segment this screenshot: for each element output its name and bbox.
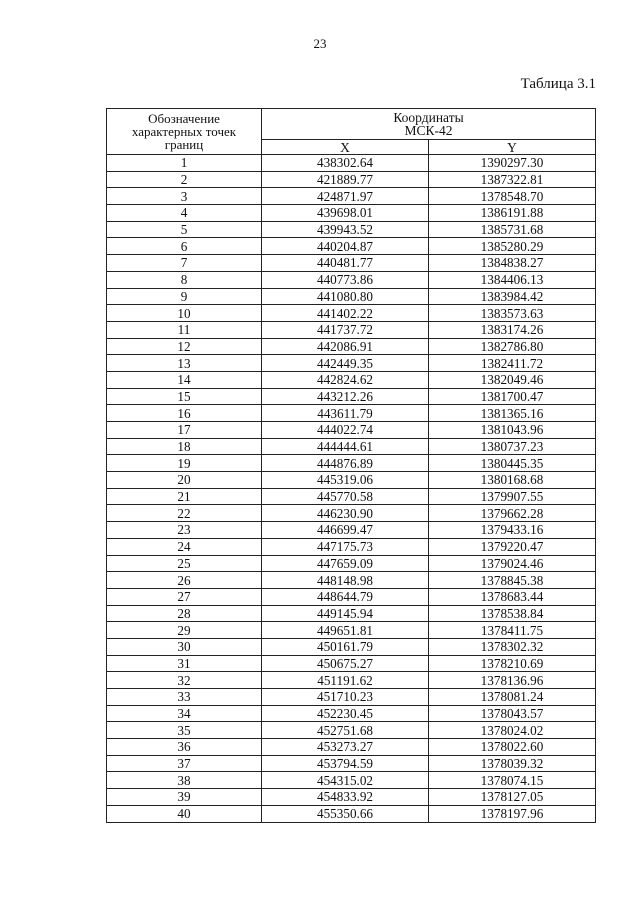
- x-coordinate-cell: 449145.94: [262, 605, 429, 622]
- point-number-cell: 28: [107, 605, 262, 622]
- y-coordinate-cell: 1386191.88: [429, 205, 596, 222]
- point-number-cell: 24: [107, 538, 262, 555]
- point-number-cell: 35: [107, 722, 262, 739]
- table-row: [107, 505, 596, 522]
- point-number-cell: 4: [107, 205, 262, 222]
- table-row: [107, 755, 596, 772]
- table-row: [107, 305, 596, 322]
- y-coordinate-cell: 1379024.46: [429, 555, 596, 572]
- y-coordinate-cell: 1378548.70: [429, 188, 596, 205]
- table-row: [107, 355, 596, 372]
- y-coordinate-cell: 1383984.42: [429, 288, 596, 305]
- y-coordinate-cell: 1379907.55: [429, 488, 596, 505]
- point-number-cell: 29: [107, 622, 262, 639]
- point-number-cell: 17: [107, 422, 262, 439]
- table-header: [107, 109, 596, 155]
- table-row: [107, 388, 596, 405]
- x-coordinate-cell: 446230.90: [262, 505, 429, 522]
- point-number-cell: 40: [107, 805, 262, 822]
- table-row: [107, 605, 596, 622]
- x-coordinate-cell: 440204.87: [262, 238, 429, 255]
- table-row: [107, 538, 596, 555]
- point-number-cell: 37: [107, 755, 262, 772]
- table-row: [107, 622, 596, 639]
- table-row: [107, 288, 596, 305]
- page-number: 23: [313, 36, 327, 51]
- x-coordinate-cell: 455350.66: [262, 805, 429, 822]
- y-coordinate-cell: 1378024.02: [429, 722, 596, 739]
- table-row: [107, 588, 596, 605]
- y-coordinate-cell: 1390297.30: [429, 155, 596, 172]
- y-coordinate-cell: 1379662.28: [429, 505, 596, 522]
- table-row: [107, 672, 596, 689]
- x-coordinate-cell: 453273.27: [262, 739, 429, 756]
- y-coordinate-cell: 1383174.26: [429, 321, 596, 338]
- y-coordinate-cell: 1383573.63: [429, 305, 596, 322]
- x-coordinate-cell: 444444.61: [262, 438, 429, 455]
- y-coordinate-cell: 1387322.81: [429, 171, 596, 188]
- x-coordinate-cell: 443212.26: [262, 388, 429, 405]
- coordinates-header-line1: Координаты: [393, 110, 464, 125]
- y-coordinate-cell: 1384838.27: [429, 255, 596, 272]
- y-coordinate-cell: 1378127.05: [429, 789, 596, 806]
- point-number-cell: 26: [107, 572, 262, 589]
- x-coordinate-cell: 424871.97: [262, 188, 429, 205]
- y-coordinate-cell: 1380168.68: [429, 472, 596, 489]
- table-row: [107, 522, 596, 539]
- y-coordinate-cell: 1382786.80: [429, 338, 596, 355]
- table-row: [107, 772, 596, 789]
- y-coordinate-cell: 1382411.72: [429, 355, 596, 372]
- point-number-cell: 15: [107, 388, 262, 405]
- point-number-cell: 14: [107, 371, 262, 388]
- x-coordinate-cell: 442449.35: [262, 355, 429, 372]
- point-number-cell: 1: [107, 155, 262, 172]
- point-number-cell: 36: [107, 739, 262, 756]
- point-number-cell: 38: [107, 772, 262, 789]
- point-number-cell: 21: [107, 488, 262, 505]
- point-name-header-line3: границ: [164, 137, 204, 152]
- table-row: [107, 422, 596, 439]
- x-coordinate-cell: 441402.22: [262, 305, 429, 322]
- x-coordinate-cell: 449651.81: [262, 622, 429, 639]
- y-coordinate-cell: 1381043.96: [429, 422, 596, 439]
- x-column-header: X: [262, 140, 429, 155]
- y-coordinate-cell: 1378074.15: [429, 772, 596, 789]
- point-number-cell: 2: [107, 171, 262, 188]
- y-coordinate-cell: 1379220.47: [429, 538, 596, 555]
- y-coordinate-cell: 1378683.44: [429, 588, 596, 605]
- table-row: [107, 472, 596, 489]
- y-coordinate-cell: 1382049.46: [429, 371, 596, 388]
- point-number-cell: 11: [107, 321, 262, 338]
- point-number-cell: 9: [107, 288, 262, 305]
- y-coordinate-cell: 1380737.23: [429, 438, 596, 455]
- point-name-header-line1: Обозначение: [148, 111, 220, 126]
- x-coordinate-cell: 441737.72: [262, 321, 429, 338]
- table-row: [107, 739, 596, 756]
- point-number-cell: 27: [107, 588, 262, 605]
- y-coordinate-cell: 1381700.47: [429, 388, 596, 405]
- y-coordinate-cell: 1378039.32: [429, 755, 596, 772]
- y-coordinate-cell: 1378302.32: [429, 638, 596, 655]
- coordinates-table: [106, 108, 596, 823]
- x-coordinate-cell: 453794.59: [262, 755, 429, 772]
- table-row: [107, 689, 596, 706]
- x-coordinate-cell: 440481.77: [262, 255, 429, 272]
- x-coordinate-cell: 444876.89: [262, 455, 429, 472]
- y-coordinate-cell: 1379433.16: [429, 522, 596, 539]
- x-coordinate-cell: 451710.23: [262, 689, 429, 706]
- y-coordinate-cell: 1385731.68: [429, 221, 596, 238]
- y-coordinate-cell: 1385280.29: [429, 238, 596, 255]
- table-row: [107, 722, 596, 739]
- point-number-cell: 7: [107, 255, 262, 272]
- y-coordinate-cell: 1378845.38: [429, 572, 596, 589]
- x-coordinate-cell: 442086.91: [262, 338, 429, 355]
- point-name-header: [107, 109, 262, 155]
- point-number-cell: 34: [107, 705, 262, 722]
- x-coordinate-cell: 443611.79: [262, 405, 429, 422]
- table-row: [107, 572, 596, 589]
- x-coordinate-cell: 450161.79: [262, 638, 429, 655]
- point-number-cell: 32: [107, 672, 262, 689]
- point-number-cell: 6: [107, 238, 262, 255]
- table-row: [107, 805, 596, 822]
- y-coordinate-cell: 1384406.13: [429, 271, 596, 288]
- point-name-header-line2: характерных точек: [131, 124, 237, 139]
- x-coordinate-cell: 445770.58: [262, 488, 429, 505]
- x-coordinate-cell: 450675.27: [262, 655, 429, 672]
- x-coordinate-cell: 452751.68: [262, 722, 429, 739]
- table-row: [107, 155, 596, 172]
- point-number-cell: 20: [107, 472, 262, 489]
- point-number-cell: 25: [107, 555, 262, 572]
- point-number-cell: 16: [107, 405, 262, 422]
- x-coordinate-cell: 447175.73: [262, 538, 429, 555]
- point-number-cell: 3: [107, 188, 262, 205]
- y-coordinate-cell: 1378022.60: [429, 739, 596, 756]
- table-row: [107, 321, 596, 338]
- y-coordinate-cell: 1378210.69: [429, 655, 596, 672]
- coordinates-header-line2: МСК-42: [404, 123, 453, 138]
- table-row: [107, 338, 596, 355]
- table-row: [107, 555, 596, 572]
- y-coordinate-cell: 1378081.24: [429, 689, 596, 706]
- table-row: [107, 271, 596, 288]
- x-coordinate-cell: 447659.09: [262, 555, 429, 572]
- x-coordinate-cell: 421889.77: [262, 171, 429, 188]
- table-row: [107, 238, 596, 255]
- table-caption: Таблица 3.1: [520, 76, 596, 92]
- point-number-cell: 18: [107, 438, 262, 455]
- table-row: [107, 438, 596, 455]
- table-body: [107, 155, 596, 823]
- x-coordinate-cell: 439698.01: [262, 205, 429, 222]
- x-coordinate-cell: 454315.02: [262, 772, 429, 789]
- point-number-cell: 10: [107, 305, 262, 322]
- point-number-cell: 31: [107, 655, 262, 672]
- y-coordinate-cell: 1378411.75: [429, 622, 596, 639]
- point-number-cell: 22: [107, 505, 262, 522]
- x-coordinate-cell: 440773.86: [262, 271, 429, 288]
- table-row: [107, 488, 596, 505]
- x-coordinate-cell: 439943.52: [262, 221, 429, 238]
- table-row: [107, 638, 596, 655]
- y-coordinate-cell: 1378043.57: [429, 705, 596, 722]
- x-coordinate-cell: 445319.06: [262, 472, 429, 489]
- table-row: [107, 205, 596, 222]
- table-row: [107, 188, 596, 205]
- x-coordinate-cell: 454833.92: [262, 789, 429, 806]
- y-coordinate-cell: 1378136.96: [429, 672, 596, 689]
- y-coordinate-cell: 1381365.16: [429, 405, 596, 422]
- x-coordinate-cell: 444022.74: [262, 422, 429, 439]
- x-coordinate-cell: 438302.64: [262, 155, 429, 172]
- table-row: [107, 371, 596, 388]
- point-number-cell: 5: [107, 221, 262, 238]
- x-coordinate-cell: 451191.62: [262, 672, 429, 689]
- y-column-header: Y: [429, 140, 596, 155]
- table-row: [107, 789, 596, 806]
- y-coordinate-cell: 1380445.35: [429, 455, 596, 472]
- x-coordinate-cell: 446699.47: [262, 522, 429, 539]
- table-row: [107, 705, 596, 722]
- y-coordinate-cell: 1378197.96: [429, 805, 596, 822]
- coordinates-header: [262, 109, 596, 140]
- table-row: [107, 171, 596, 188]
- point-number-cell: 8: [107, 271, 262, 288]
- point-number-cell: 33: [107, 689, 262, 706]
- point-number-cell: 19: [107, 455, 262, 472]
- x-coordinate-cell: 448644.79: [262, 588, 429, 605]
- point-number-cell: 13: [107, 355, 262, 372]
- y-coordinate-cell: 1378538.84: [429, 605, 596, 622]
- table-row: [107, 405, 596, 422]
- x-coordinate-cell: 448148.98: [262, 572, 429, 589]
- x-coordinate-cell: 441080.80: [262, 288, 429, 305]
- x-coordinate-cell: 452230.45: [262, 705, 429, 722]
- point-number-cell: 39: [107, 789, 262, 806]
- table-row: [107, 221, 596, 238]
- point-number-cell: 12: [107, 338, 262, 355]
- point-number-cell: 30: [107, 638, 262, 655]
- table-row: [107, 455, 596, 472]
- table-row: [107, 655, 596, 672]
- table-row: [107, 255, 596, 272]
- x-coordinate-cell: 442824.62: [262, 371, 429, 388]
- point-number-cell: 23: [107, 522, 262, 539]
